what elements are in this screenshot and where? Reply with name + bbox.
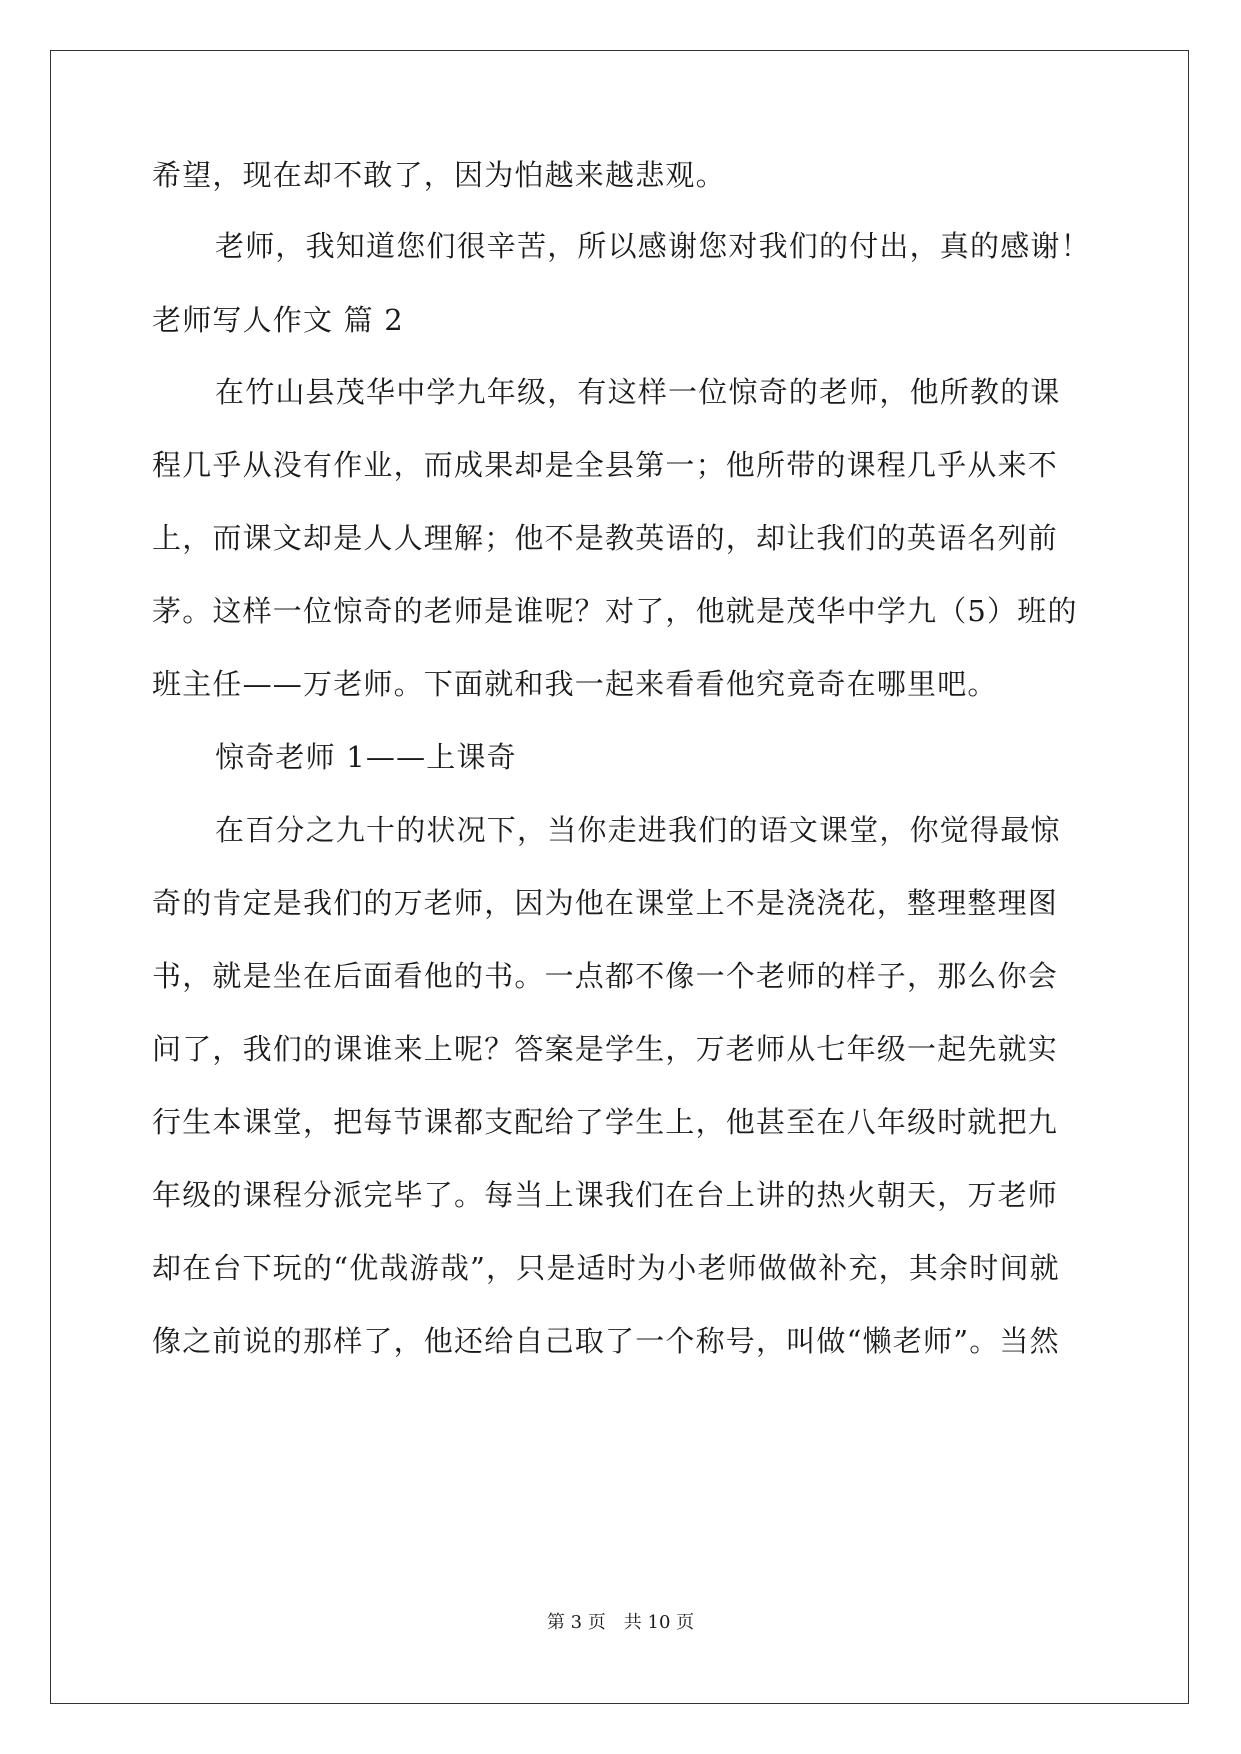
- text-line: 像之前说的那样了，他还给自己取了一个称号，叫做“懒老师”。当然: [152, 1324, 1060, 1358]
- page-number: 第 3 页: [546, 1612, 606, 1633]
- text-line: 年级的课程分派完毕了。每当上课我们在台上讲的热火朝天，万老师: [152, 1178, 1059, 1212]
- text-line: 问了，我们的课谁来上呢？答案是学生，万老师从七年级一起先就实: [152, 1032, 1059, 1066]
- text-line: 茅。这样一位惊奇的老师是谁呢？对了，他就是茂华中学九（5）班的: [152, 594, 1078, 628]
- text-line: 老师，我知道您们很辛苦，所以感谢您对我们的付出，真的感谢！: [215, 229, 1091, 263]
- text-line: 上，而课文却是人人理解；他不是教英语的，却让我们的英语名列前: [152, 521, 1059, 555]
- text-line: 在百分之九十的状况下，当你走进我们的语文课堂，你觉得最惊: [215, 813, 1061, 847]
- text-line: 书，就是坐在后面看他的书。一点都不像一个老师的样子，那么你会: [152, 959, 1059, 993]
- text-line: 行生本课堂，把每节课都支配给了学生上，他甚至在八年级时就把九: [152, 1105, 1059, 1139]
- text-line: 奇的肯定是我们的万老师，因为他在课堂上不是浇浇花，整理整理图: [152, 886, 1059, 920]
- page-total: 共 10 页: [623, 1612, 695, 1633]
- text-line: 却在台下玩的“优哉游哉”，只是适时为小老师做做补充，其余时间就: [152, 1251, 1060, 1285]
- text-line: 希望，现在却不敢了，因为怕越来越悲观。: [152, 158, 726, 192]
- page-border: [50, 50, 1189, 1704]
- subheading: 惊奇老师 1——上课奇: [215, 740, 517, 774]
- text-line: 程几乎从没有作业，而成果却是全县第一；他所带的课程几乎从来不: [152, 448, 1059, 482]
- section-heading: 老师写人作文 篇 2: [152, 303, 404, 337]
- page-footer: [0, 1612, 1241, 1634]
- text-line: 班主任——万老师。下面就和我一起来看看他究竟奇在哪里吧。: [152, 667, 998, 701]
- text-line: 在竹山县茂华中学九年级，有这样一位惊奇的老师，他所教的课: [215, 375, 1061, 409]
